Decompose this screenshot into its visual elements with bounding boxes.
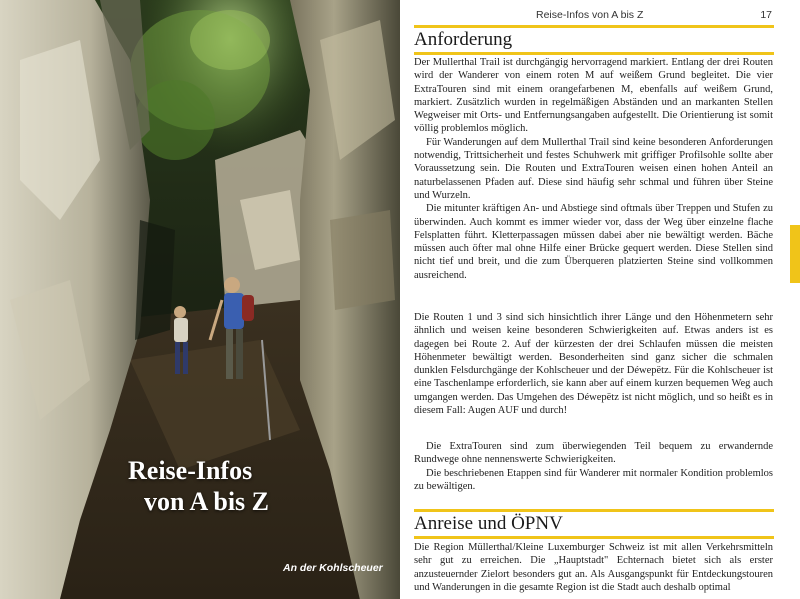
photo-title-line-1: Reise-Infos bbox=[128, 456, 253, 485]
photo-title bbox=[128, 455, 298, 517]
section-heading-anreise bbox=[414, 509, 774, 539]
section-heading-anforderung bbox=[414, 25, 774, 55]
text-page bbox=[400, 0, 800, 599]
page-number: 17 bbox=[760, 9, 772, 21]
paragraph: Die Region Müllerthal/Kleine Luxemburger Schweiz ist mit allen Verkehrsmitteln sehr gut zu erreichen. Die „Hauptstadt" Echternach bietet sich als erster anzusteuernder Zielort besonders gut an. Als Ausgangspunkt für Entdeckungstouren und Wanderungen in die gesamte Region ist die Stadt auch deshalb optimal bbox=[414, 542, 773, 593]
paragraph: Die mitunter kräftigen An- und Abstiege sind oftmals über Treppen und Stufen zu überwinden. Auch kommt es immer wieder vor, dass der Weg über einzelne flache Felsplatten führt. Kletterpassagen müssen dabei aber nie bewältigt werden. Bäche müssen auch öfter mal ohne Hilfe einer Brücke gequert werden. Diese Stellen sind nicht tief und breit, und die zum Überqueren platzierten Steine sind vollkommen ausreichend. bbox=[414, 203, 773, 281]
heading-rule-bottom bbox=[414, 52, 774, 55]
paragraph: Die beschriebenen Etappen sind für Wanderer mit normaler Kondition problemlos zu bewältigen. bbox=[414, 467, 773, 492]
running-header bbox=[400, 9, 772, 23]
running-title: Reise-Infos von A bis Z bbox=[536, 9, 644, 21]
body-text-block bbox=[414, 440, 773, 493]
body-text-block bbox=[414, 56, 773, 282]
body-text-block bbox=[414, 311, 773, 417]
paragraph: Die ExtraTouren sind zum überwiegenden Teil bequem zu erwandernde Rundwege ohne nennenswerte Schwierigkeiten. bbox=[414, 441, 773, 466]
section-heading-text: Anforderung bbox=[414, 29, 513, 50]
paragraph: Für Wanderungen auf dem Mullerthal Trail sind keine besonderen Anforderungen notwendig, Trittsicherheit und festes Schuhwerk mit griffiger Profilsohle sollte aber Voraussetzung sein. Die Routen und ExtraTouren weisen einen hohen Anteil an naturbelassenen Pfaden auf. Diese sind häufig sehr schmal und führen über Steine und Wurzeln. bbox=[414, 136, 773, 201]
photo-title-line-2: von A bis Z bbox=[144, 487, 270, 516]
paragraph: Die Routen 1 und 3 sind sich hinsichtlich ihrer Länge und den Höhenmetern sehr ähnlich und weisen keine besonderen Schwierigkeiten auf. Etwas anders ist es dagegen bei Route 2. Auf der kürzesten der drei Schlaufen müssen die meisten Höhenmeter bewältigt werden. Besonderheiten sind ganz sicher die schmalen dunklen Felsdurchgänge der Kohlscheuer und der Déwepëtz. Für die Kohlscheuer ist eine Taschenlampe erforderlich, sie kann aber auf einem kurzen bequemen Weg auch umgangen werden. Das Umgehen des Déwepëtz ist nicht möglich, und so heißt es in diesem Fall: Augen AUF und durch! bbox=[414, 312, 773, 417]
photo-caption: An der Kohlscheuer bbox=[283, 562, 383, 574]
heading-rule-bottom bbox=[414, 536, 774, 539]
thumb-index-tab bbox=[790, 225, 800, 283]
paragraph: Der Mullerthal Trail ist durchgängig hervorragend markiert. Entlang der drei Routen wird der Wanderer von einem roten M auf weißem Grund begleitet. Die vier ExtraTouren sind mit einem orangefarbenen M, ebenfalls auf weißem Grund, markiert. Zusätzlich wurden in regelmäßigen Abständen und an markanten Stellen Wegweiser mit Orts- und Entfernungsangaben aufgestellt. Die Orientierung ist somit völlig problemlos möglich. bbox=[414, 57, 773, 135]
body-text-block bbox=[414, 541, 773, 594]
section-heading-text: Anreise und ÖPNV bbox=[414, 513, 563, 534]
